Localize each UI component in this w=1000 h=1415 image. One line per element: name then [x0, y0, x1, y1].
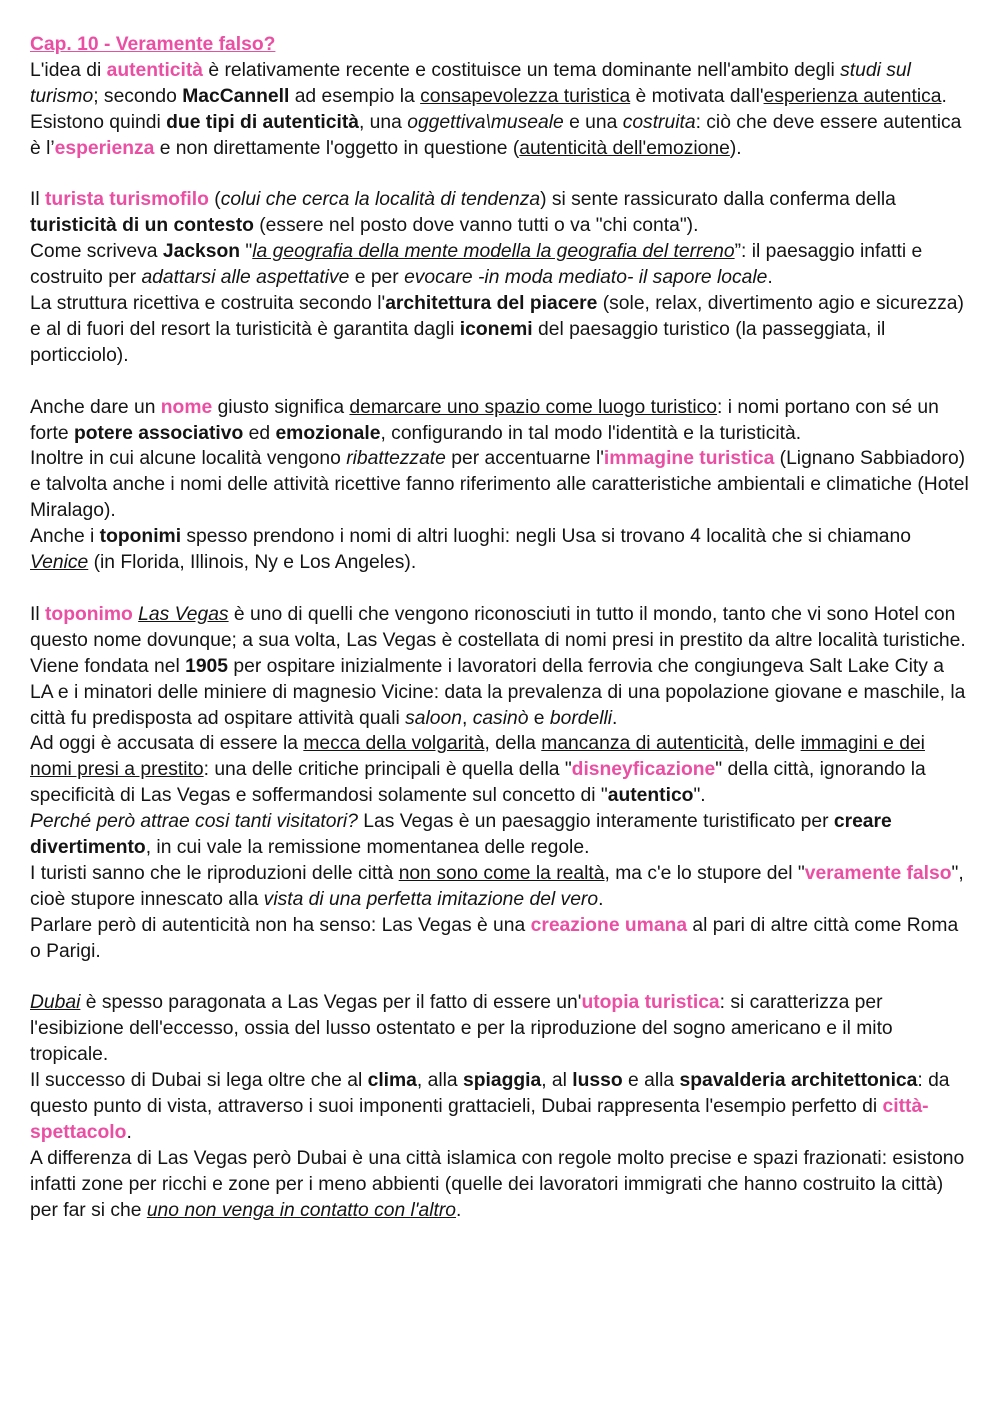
paragraph-las-vegas — [30, 602, 970, 654]
text: (Lignano Sabbiadoro) e talvolta anche i nomi delle attività ricettive fanno riferimento alle caratteristiche ambientali e climatiche (Hotel Miralago). — [30, 448, 969, 522]
bold-term: 1905 — [185, 655, 229, 677]
bold-term: due tipi di autenticità — [166, 111, 359, 133]
text: : i nomi portano con sé un forte — [30, 396, 939, 444]
text: L'idea di — [30, 59, 107, 81]
bold-term: emozionale — [275, 422, 381, 444]
text: , in cui vale la remissione momentanea delle regole. — [145, 837, 590, 859]
text: e per — [349, 267, 405, 289]
text: Come scriveva — [30, 241, 163, 263]
paragraph-fondata — [30, 654, 970, 732]
underlined-term: demarcare uno spazio come luogo turistico — [349, 396, 718, 418]
highlight-term: utopia turistica — [581, 992, 720, 1014]
text: , della — [484, 733, 542, 755]
paragraph-architettura — [30, 291, 970, 369]
text: spesso prendono i nomi di altri luoghi: negli Usa si trovano 4 località che si chiamano — [181, 526, 911, 548]
underlined-term: mancanza di autenticità — [541, 733, 744, 755]
paragraph-creazione-umana — [30, 913, 970, 965]
text: . — [612, 707, 618, 729]
italic-term: bordelli — [549, 707, 613, 729]
text: Ad oggi è accusata di essere la — [30, 733, 304, 755]
underlined-term: non sono come la realtà — [398, 862, 605, 884]
text: ) si sente rassicurato dalla conferma della — [540, 189, 896, 211]
text: giusto significa — [212, 396, 350, 418]
italic-term: adattarsi alle aspettative — [141, 267, 350, 289]
text: è relativamente recente e costituisce un tema dominante nell'ambito degli — [203, 59, 841, 81]
italic-term: evocare -in moda mediato- il sapore locale — [404, 267, 768, 289]
paragraph-gap — [30, 162, 970, 188]
highlight-term: veramente falso — [804, 862, 952, 884]
text: " — [240, 241, 253, 263]
highlight-term: turista turismofilo — [45, 189, 209, 211]
highlight-term: toponimo — [45, 603, 133, 625]
text: è motivata dall' — [630, 85, 764, 107]
italic-term: costruita — [622, 111, 696, 133]
paragraph-citta-islamica — [30, 1146, 970, 1224]
text: " della città, ignorando la specificità di Las Vegas e soffermandosi solamente sul concetto di " — [30, 759, 926, 807]
text: . — [126, 1122, 132, 1143]
underlined-term: esperienza autentica — [763, 85, 942, 107]
text: Inoltre in cui alcune località vengono — [30, 448, 347, 470]
italic-term: vista di una perfetta imitazione del vero — [263, 888, 599, 910]
text: Anche dare un — [30, 396, 161, 418]
text: (in Florida, Illinois, Ny e Los Angeles). — [88, 552, 417, 574]
text: , alla — [416, 1070, 463, 1092]
text: : ciò che deve essere autentica è l’ — [30, 111, 962, 159]
text: . — [767, 267, 773, 289]
paragraph-nome — [30, 395, 970, 447]
bold-term: spiaggia — [463, 1070, 542, 1092]
paragraph-ribattezzate — [30, 446, 970, 524]
text: ". — [693, 785, 706, 807]
highlight-term: creazione umana — [530, 914, 688, 936]
text: Las Vegas è un paesaggio interamente turistificato per — [357, 811, 834, 833]
text: e alla — [622, 1070, 680, 1092]
text: , — [461, 707, 473, 729]
bold-term: Jackson — [162, 241, 241, 263]
text: (essere nel posto dove vanno tutti o va "chi conta"). — [253, 215, 699, 237]
highlight-term: nome — [160, 396, 213, 418]
text: ad esempio la — [289, 85, 421, 107]
text: è uno di quelli che vengono riconosciuti in tutto il mondo, tanto che vi sono Hotel con questo nome dovunque; a sua volta, Las Vegas è costellata di nomi presi in prestito da altre località turistiche. — [30, 603, 966, 651]
text: e non direttamente l'oggetto in questione ( — [154, 137, 520, 159]
highlight-term: autenticità — [106, 59, 204, 81]
bold-term: creare divertimento — [30, 811, 892, 859]
underlined-term: consapevolezza turistica — [420, 85, 631, 107]
text: : si caratterizza per l'esibizione dell'eccesso, ossia del lusso ostentato e per la riproduzione del sogno americano e il mito tropicale. — [30, 992, 893, 1066]
text: Viene fondata nel — [30, 655, 186, 677]
text: ", cioè stupore innescato alla — [30, 862, 964, 910]
underlined-term: mecca della volgarità — [303, 733, 485, 755]
italic-question: Perché però attrae cosi tanti visitatori? — [30, 811, 358, 833]
text: Il — [30, 603, 45, 625]
text: ( — [208, 189, 221, 211]
bold-term: spavalderia architettonica — [679, 1070, 918, 1092]
text: Il — [30, 189, 45, 211]
bold-term: turisticità di un contesto — [30, 215, 254, 237]
italic-term: saloon — [405, 707, 462, 729]
italic-underlined-term: Venice — [30, 552, 89, 574]
text: ; secondo — [93, 85, 183, 107]
text: del paesaggio turistico (la passeggiata, il porticciolo). — [30, 318, 886, 366]
text: , una — [358, 111, 408, 133]
text: , configurando in tal modo l'identità e la turisticità. — [380, 422, 802, 444]
text: Il successo di Dubai si lega oltre che al — [30, 1070, 368, 1092]
highlight-term: città-spettacolo — [30, 1096, 929, 1143]
paragraph-dubai — [30, 990, 970, 1068]
bold-term: lusso — [572, 1070, 623, 1092]
italic-term: studi sul turismo — [30, 59, 911, 107]
bold-term: autentico — [607, 785, 694, 807]
text: per accentuarne l' — [445, 448, 604, 470]
bold-term: clima — [367, 1070, 417, 1092]
paragraph-authenticity-intro — [30, 58, 970, 110]
underlined-term: autenticità dell'emozione — [519, 137, 730, 159]
text: Esistono quindi — [30, 111, 167, 133]
italic-underlined-term: Dubai — [30, 992, 81, 1014]
paragraph-two-types — [30, 110, 970, 162]
paragraph-successo-dubai — [30, 1068, 970, 1146]
underlined-term: immagini e dei nomi presi a prestito — [30, 733, 925, 781]
text: è spesso paragonata a Las Vegas per il fatto di essere un' — [80, 992, 582, 1014]
text: : da questo punto di vista, attraverso i suoi imponenti grattacieli, Dubai rappresenta l'esempio perfetto di — [30, 1070, 950, 1118]
text: ed — [243, 422, 276, 444]
bold-term: iconemi — [459, 318, 533, 340]
text: Parlare però di autenticità non ha senso: Las Vegas è una — [30, 914, 531, 936]
text: . — [941, 85, 947, 107]
paragraph-accusata — [30, 731, 970, 809]
text: (sole, relax, divertimento agio e sicurezza) e al di fuori del resort la turisticità è garantita dagli — [30, 293, 964, 340]
chapter-title: Cap. 10 - Veramente falso? — [30, 34, 276, 55]
text: . — [598, 888, 604, 910]
bold-term: toponimi — [99, 526, 182, 548]
text: La struttura ricettiva e costruita secondo l' — [30, 293, 386, 315]
italic-underlined-quote: la geografia della mente modella la geografia del terreno — [252, 241, 735, 263]
highlight-term: esperienza — [54, 137, 155, 159]
highlight-term: immagine turistica — [603, 448, 775, 470]
text: per ospitare inizialmente i lavoratori della ferrovia che congiungeva Salt Lake City a LA e i minatori delle miniere di magnesio Vicine: data la prevalenza di una popolazione giovane e maschile, la città fu predisposta ad ospitare attività quali — [30, 655, 966, 729]
italic-underlined-term: uno non venga in contatto con l'altro — [146, 1199, 456, 1221]
text: A differenza di Las Vegas però Dubai è una città islamica con regole molto precise e spazi frazionati: esistono infatti zone per ricchi e zone per i meno abbienti (quelle dei lavoratori immigrati che hanno costruito la città) per far si che — [30, 1147, 965, 1221]
text: al pari di altre città come Roma o Parigi. — [30, 914, 959, 962]
paragraph-perche — [30, 809, 970, 861]
highlight-term: disneyficazione — [571, 759, 716, 781]
text: Anche i — [30, 526, 100, 548]
paragraph-turismofilo — [30, 187, 970, 239]
text: : una delle critiche principali è quella della " — [203, 759, 572, 781]
text: , ma c'e lo stupore del " — [604, 862, 805, 884]
text: ”: il paesaggio infatti e costruito per — [30, 241, 923, 289]
text: e una — [563, 111, 623, 133]
bold-term: architettura del piacere — [385, 293, 598, 315]
paragraph-jackson — [30, 239, 970, 291]
text: , delle — [743, 733, 801, 755]
italic-term: ribattezzate — [346, 448, 446, 470]
text: , al — [541, 1070, 573, 1092]
bold-term: MacCannell — [182, 85, 290, 107]
paragraph-gap — [30, 369, 970, 395]
paragraph-gap — [30, 965, 970, 991]
paragraph-toponimi — [30, 524, 970, 576]
text: I turisti sanno che le riproduzioni delle città — [30, 862, 399, 884]
italic-underlined-term: Las Vegas — [138, 603, 229, 625]
italic-term: oggettiva\museale — [407, 111, 564, 133]
text: . — [456, 1199, 462, 1221]
paragraph-gap — [30, 576, 970, 602]
italic-term: casinò — [472, 707, 529, 729]
text: e — [528, 707, 550, 729]
paragraph-veramente-falso — [30, 861, 970, 913]
bold-term: potere associativo — [73, 422, 244, 444]
italic-term: colui che cerca la località di tendenza — [220, 189, 541, 211]
text: ). — [729, 137, 742, 159]
